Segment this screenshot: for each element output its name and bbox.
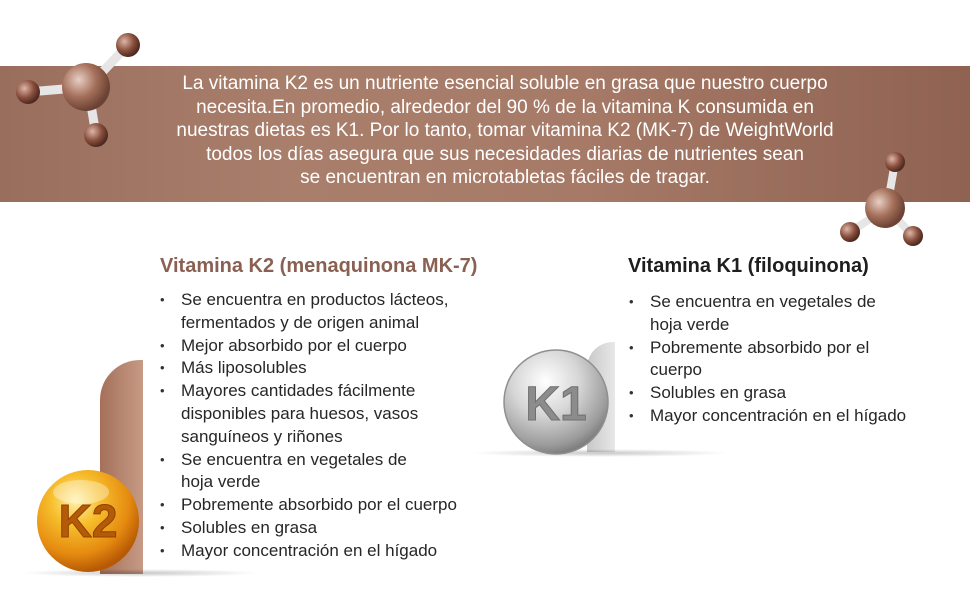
- list-item: [157, 380, 537, 448]
- list-item-line: hoja verde: [650, 314, 730, 334]
- intro-line: todos los días asegura que sus necesidades diarias de nutrientes sean: [206, 143, 804, 165]
- intro-text: [110, 72, 900, 190]
- list-item-line: • Mayores cantidades fácilmente: [181, 381, 416, 401]
- list-item-line: • Se encuentra en productos lácteos,: [181, 290, 449, 309]
- list-item: [626, 291, 966, 337]
- list-item: [157, 357, 537, 380]
- intro-line: La vitamina K2 es un nutriente esencial soluble en grasa que nuestro cuerpo: [182, 73, 828, 94]
- list-item-line: • Pobremente absorbido por el cuerpo: [181, 495, 457, 515]
- k2-pill-icon: [33, 466, 143, 576]
- list-item-line: • Mayor concentración en el hígado: [650, 405, 907, 425]
- list-item: [626, 337, 966, 383]
- list-item-line: sanguíneos y riñones: [181, 426, 343, 446]
- list-item-line: • Pobremente absorbido por el: [650, 337, 870, 357]
- list-item: [157, 335, 537, 358]
- list-item: [157, 494, 537, 517]
- k2-list: [157, 289, 537, 563]
- list-item-line: • Se encuentra en vegetales de: [181, 449, 407, 469]
- list-item-line: • Se encuentra en vegetales de: [650, 292, 876, 311]
- list-item-line: cuerpo: [650, 360, 702, 380]
- list-item-line: • Más liposolubles: [181, 358, 307, 378]
- list-item: [626, 382, 966, 405]
- intro-line: nuestras dietas es K1. Por lo tanto, tomar vitamina K2 (MK-7) de WeightWorld: [176, 120, 834, 141]
- k1-list: [626, 291, 966, 428]
- molecule-icon-right: [835, 150, 945, 260]
- list-item-line: • Mejor absorbido por el cuerpo: [181, 335, 407, 355]
- k1-pill-icon: [500, 346, 612, 458]
- list-item-line: • Solubles en grasa: [181, 517, 318, 537]
- list-item: [157, 289, 537, 335]
- list-item-line: • Mayor concentración en el hígado: [181, 540, 438, 560]
- intro-line: necesita.En promedio, alrededor del 90 % de la vitamina K consumida en: [196, 96, 814, 118]
- list-item: [626, 405, 966, 428]
- list-item: [157, 449, 537, 495]
- k1-pill-label: K1: [525, 378, 587, 431]
- k1-title: Vitamina K1 (filoquinona): [628, 255, 869, 277]
- k2-pill-label: K2: [58, 495, 118, 547]
- list-item-line: disponibles para huesos, vasos: [181, 403, 419, 423]
- list-item: [157, 517, 537, 540]
- list-item-line: fermentados y de origen animal: [181, 312, 420, 332]
- k2-title: Vitamina K2 (menaquinona MK-7): [160, 255, 478, 277]
- list-item-line: • Solubles en grasa: [650, 383, 787, 403]
- list-item: [157, 540, 537, 563]
- list-item-line: hoja verde: [181, 472, 261, 492]
- intro-line: se encuentran en microtabletas fáciles de tragar.: [300, 167, 710, 188]
